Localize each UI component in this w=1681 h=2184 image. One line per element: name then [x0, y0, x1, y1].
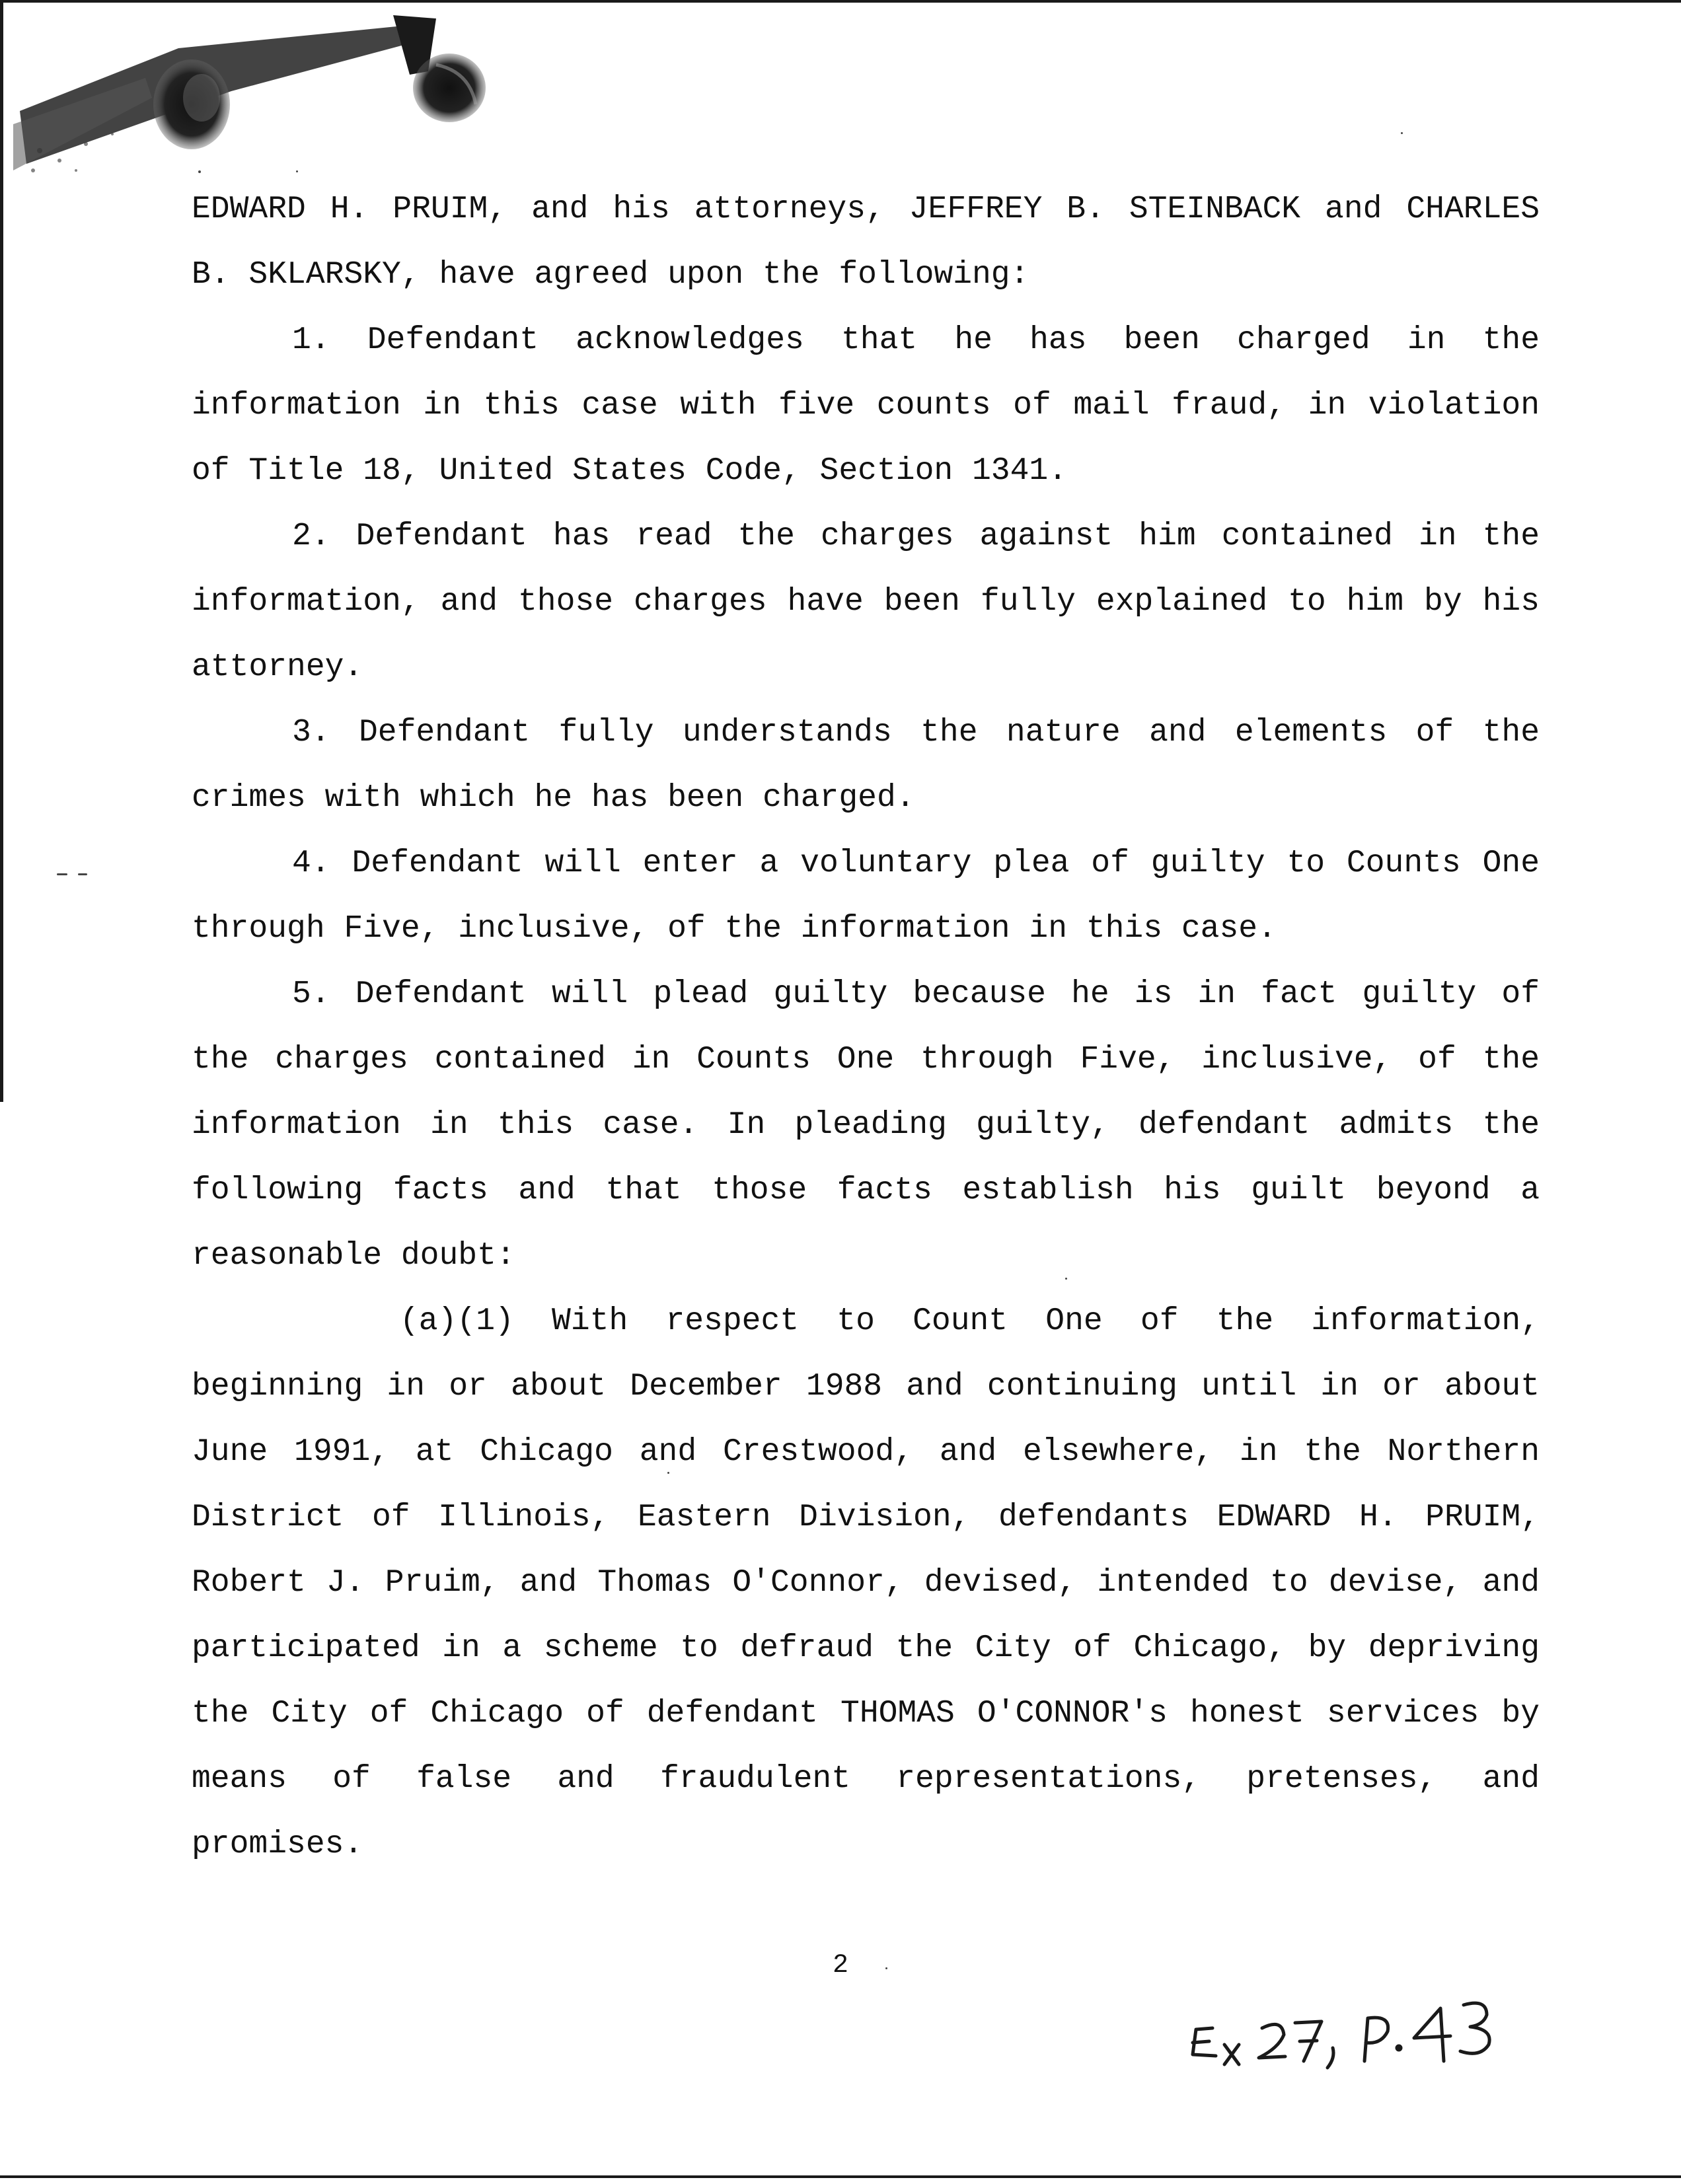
top-scan-border: [0, 0, 1681, 3]
paragraph-5: 5. Defendant will plead guilty because he is in fact guilty of the charges contained in Counts One through Five, inclusive, of the information in this case. In pleading guilty, defendant admits the following facts and that those facts establish his guilt beyond a reasonable doubt:: [192, 976, 1540, 1274]
scan-speck: [667, 1472, 669, 1474]
paragraph-a1: (a)(1) With respect to Count One of the information, beginning in or about December 1988 and continuing until in or about June 1991, at Chicago and Crestwood, and elsewhere, in the Northern District of Illinois, Eastern Division, defendants EDWARD H. PRUIM, Robert J. Pruim, and Thomas O'Connor, devised, intended to devise, and participated in a scheme to defraud the City of Chicago, by depriving the City of Chicago of defendant THOMAS O'CONNOR's honest services by means of false and fraudulent representations, pretenses, and promises.: [192, 1303, 1540, 1862]
scan-speck: [198, 170, 201, 173]
scan-speck: [57, 873, 67, 875]
scan-speck: [296, 170, 298, 172]
paragraph-2: 2. Defendant has read the charges against him contained in the information, and those charges have been fully explained to him by his attorney.: [192, 519, 1540, 685]
left-scan-border: [0, 0, 3, 1102]
document-body: [192, 177, 1540, 1877]
scan-speck: [1401, 132, 1403, 134]
binder-clip-shadow: [13, 12, 489, 190]
page-number: 2: [832, 1951, 848, 1981]
handwritten-exhibit-note: [1186, 1982, 1530, 2081]
bottom-scan-border: [0, 2175, 1681, 2178]
intro-paragraph: EDWARD H. PRUIM, and his attorneys, JEFFREY B. STEINBACK and CHARLES B. SKLARSKY, have agreed upon the following:: [192, 192, 1540, 293]
paragraph-1: 1. Defendant acknowledges that he has been charged in the information in this case with five counts of mail fraud, in violation of Title 18, United States Code, Section 1341.: [192, 322, 1540, 489]
scan-speck: [885, 1967, 887, 1969]
paragraph-4: 4. Defendant will enter a voluntary plea of guilty to Counts One through Five, inclusive, of the information in this case.: [192, 846, 1540, 947]
scan-speck: [78, 873, 87, 875]
scan-speck: [1065, 1278, 1067, 1280]
paragraph-3: 3. Defendant fully understands the nature and elements of the crimes with which he has been charged.: [192, 715, 1540, 816]
